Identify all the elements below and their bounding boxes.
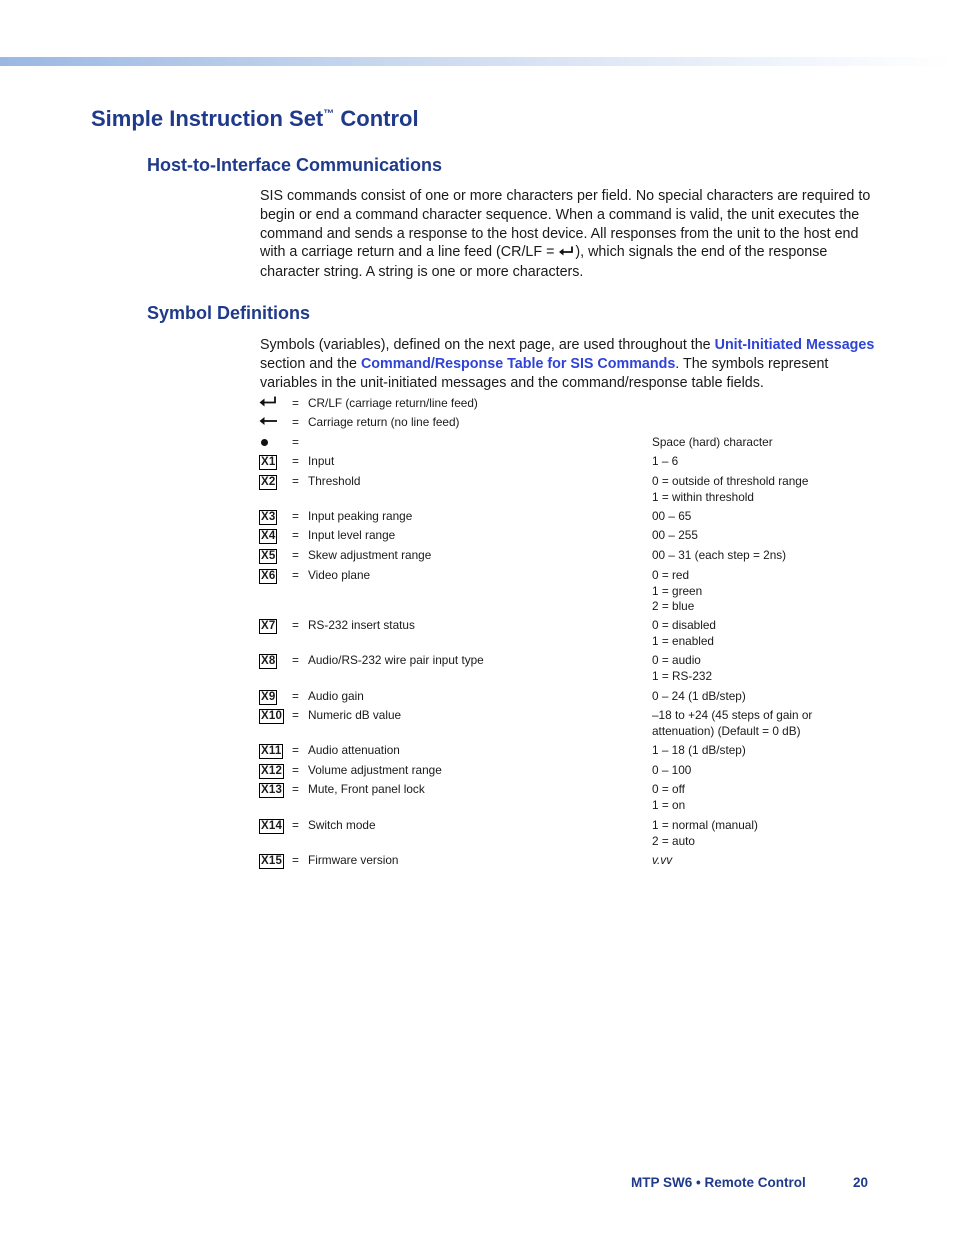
symbol-value: 0 = red 1 = green 2 = blue — [652, 568, 703, 614]
variable-label-box: X11 — [261, 745, 282, 757]
variable-label-box: X6 — [261, 570, 276, 582]
footer-title: MTP SW6 • Remote Control — [631, 1175, 806, 1190]
page-title-text: Simple Instruction Set — [91, 106, 324, 131]
host-para-text-1: SIS commands consist of one or more characters per field. No special characters are required to begin or end a command character sequence. When a command is valid, the unit executes the command and sends a response to the host device. All responses from the unit to the host end with a carriage return and a line feed (CR/LF = — [260, 188, 871, 261]
symbol-value: 00 – 65 — [652, 509, 692, 523]
symbol-row — [0, 528, 954, 548]
variable-label-box: X15 — [261, 855, 283, 867]
symbol-value: 1 = normal (manual) 2 = auto — [652, 818, 758, 848]
equals-sign: = — [292, 509, 299, 523]
symbol-row — [0, 415, 954, 435]
page-title-suffix: Control — [334, 106, 419, 131]
host-para-text-2: ), which signals the end of the response character string. A string is one or more characters. — [260, 244, 828, 281]
symbol-value: 1 – 18 (1 dB/step) — [652, 743, 746, 757]
symbol-value: 0 – 100 — [652, 763, 692, 777]
symbol-row — [0, 435, 954, 455]
symbol-description: Carriage return (no line feed) — [308, 415, 460, 429]
symbol-row — [0, 454, 954, 474]
symbol-description: Numeric dB value — [308, 708, 402, 722]
intro-text-2: section and the — [260, 355, 361, 372]
equals-sign: = — [292, 528, 299, 542]
symbol-description: Audio attenuation — [308, 743, 400, 757]
symbol-row — [0, 618, 954, 648]
variable-label-box: X2 — [261, 476, 276, 488]
symbol-value: 00 – 31 (each step = 2ns) — [652, 548, 787, 562]
equals-sign: = — [292, 454, 299, 468]
equals-sign: = — [292, 689, 299, 703]
symbol-description: Input peaking range — [308, 509, 413, 523]
variable-label-box: X14 — [261, 820, 283, 832]
variable-label-box: X1 — [261, 456, 276, 468]
symbol-description: Firmware version — [308, 853, 399, 867]
symbol-description: Video plane — [308, 568, 371, 582]
equals-sign: = — [292, 474, 299, 488]
symbol-description: Audio/RS-232 wire pair input type — [308, 653, 484, 667]
symbol-description: Audio gain — [308, 689, 364, 703]
variable-label-box: X8 — [261, 655, 276, 667]
symbol-description: Skew adjustment range — [308, 548, 432, 562]
symbol-value: 0 = outside of threshold range 1 = within threshold — [652, 474, 809, 504]
symbol-value: 00 – 255 — [652, 528, 698, 542]
symbol-value: 0 = disabled 1 = enabled — [652, 618, 716, 648]
page-number: 20 — [853, 1175, 869, 1190]
equals-sign: = — [292, 435, 299, 449]
equals-sign: = — [292, 618, 299, 632]
symbol-description: Switch mode — [308, 818, 376, 832]
symbol-row — [0, 689, 954, 709]
intro-text-3: . The symbols represent variables in the unit-initiated messages and the command/response table fields. — [260, 355, 829, 391]
symbol-value: –18 to +24 (45 steps of gain or attenuation) (Default = 0 dB) — [652, 708, 813, 738]
symbol-row — [0, 509, 954, 529]
symbol-value: v.vv — [652, 853, 673, 867]
symbol-row — [0, 818, 954, 848]
symbol-value: 0 – 24 (1 dB/step) — [652, 689, 746, 703]
link-unit-initiated-messages[interactable]: Unit-Initiated Messages — [714, 337, 875, 353]
symbol-row — [0, 653, 954, 683]
crlf-return-icon — [259, 396, 278, 411]
variable-label-box: X3 — [261, 511, 276, 523]
variable-label-box: X4 — [261, 530, 276, 542]
equals-sign: = — [292, 568, 299, 582]
equals-sign: = — [292, 415, 299, 429]
symbol-row — [0, 568, 954, 614]
equals-sign: = — [292, 782, 299, 796]
top-color-band — [0, 57, 954, 66]
host-communications-paragraph — [260, 187, 875, 282]
symbol-row — [0, 782, 954, 812]
variable-label-box: X13 — [261, 784, 283, 796]
equals-sign: = — [292, 708, 299, 722]
symbol-row — [0, 396, 954, 416]
crlf-return-icon — [558, 244, 575, 263]
section-heading-symbol-definitions: Symbol Definitions — [147, 303, 311, 323]
symbol-description: Input — [308, 454, 335, 468]
symbol-row — [0, 853, 954, 873]
equals-sign: = — [292, 396, 299, 410]
symbol-description: Threshold — [308, 474, 361, 488]
symbol-row — [0, 474, 954, 504]
symbol-row — [0, 708, 954, 738]
variable-label-box: X10 — [261, 710, 283, 722]
symbol-value: Space (hard) character — [652, 435, 773, 449]
equals-sign: = — [292, 853, 299, 867]
variable-label-box: X7 — [261, 620, 276, 632]
symbol-description: CR/LF (carriage return/line feed) — [308, 396, 478, 410]
page-title — [91, 106, 419, 132]
variable-label-box: X5 — [261, 550, 276, 562]
section-heading-host-communications: Host-to-Interface Communications — [147, 155, 443, 175]
space-bullet-icon — [259, 435, 268, 449]
symbol-value: 0 = off 1 = on — [652, 782, 686, 812]
intro-text-1: Symbols (variables), defined on the next page, are used throughout the — [260, 337, 715, 353]
equals-sign: = — [292, 743, 299, 757]
equals-sign: = — [292, 548, 299, 562]
symbol-row — [0, 743, 954, 763]
equals-sign: = — [292, 818, 299, 832]
symbol-value: 1 – 6 — [652, 454, 679, 468]
symbol-description: Input level range — [308, 528, 396, 542]
symbol-description: Mute, Front panel lock — [308, 782, 425, 796]
symbol-row — [0, 548, 954, 568]
equals-sign: = — [292, 763, 299, 777]
carriage-return-icon — [259, 415, 278, 429]
trademark-mark: ™ — [323, 108, 335, 120]
variable-label-box: X9 — [261, 691, 276, 703]
symbol-description: Volume adjustment range — [308, 763, 442, 777]
symbol-definitions-intro — [260, 336, 875, 392]
link-command-response-table[interactable]: Command/Response Table for SIS Commands — [360, 355, 676, 372]
equals-sign: = — [292, 653, 299, 667]
symbol-row — [0, 763, 954, 783]
variable-label-box: X12 — [261, 765, 283, 777]
symbol-description: RS-232 insert status — [308, 618, 415, 632]
symbol-value: 0 = audio 1 = RS-232 — [652, 653, 713, 683]
